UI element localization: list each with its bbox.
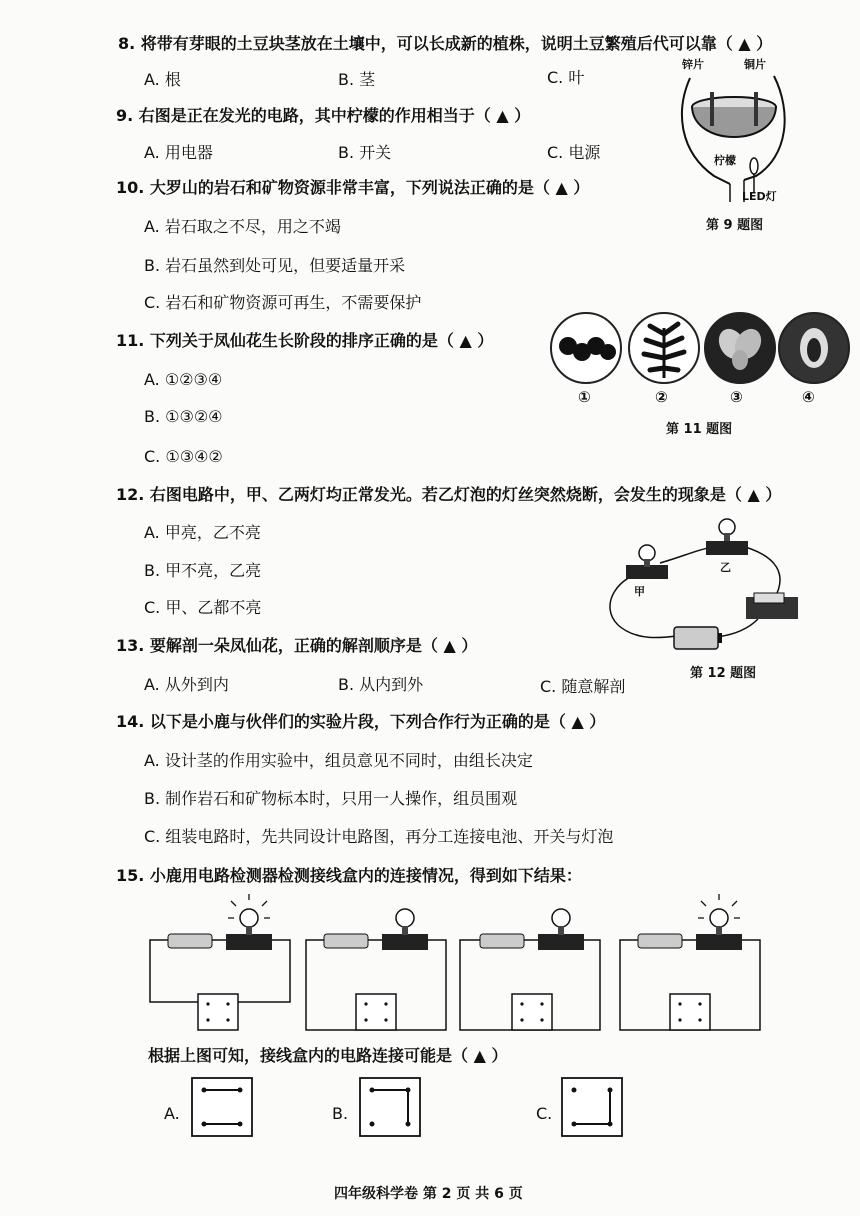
fig15-tester-diagrams [140,890,770,1040]
q15-option-a: A. [164,1104,180,1123]
fig11-num-4: ④ [802,388,815,406]
q15-option-a-box [190,1076,254,1138]
q15-option-c: C. [536,1104,553,1123]
q8-option-b: B. 茎 [338,70,376,89]
q9-option-b: B. 开关 [338,143,392,162]
q10-option-a: A. 岩石取之不尽，用之不竭 [144,217,341,236]
tester-2 [306,909,446,1030]
zinc-label: 锌片 [682,58,704,71]
q12-option-a: A. 甲亮，乙不亮 [144,523,261,542]
fig11-seeds [550,312,622,384]
page-footer: 四年级科学卷 第 2 页 共 6 页 [334,1186,523,1202]
bulb-jia-label: 甲 [634,585,645,598]
lemon-label: 柠檬 [714,154,736,167]
tester-4 [620,894,760,1030]
q10-stem: 10. 大罗山的岩石和矿物资源非常丰富，下列说法正确的是（ ▲ ） [116,178,590,197]
flower-illustration [706,314,774,382]
q14-option-a: A. 设计茎的作用实验中，组员意见不同时，由组长决定 [144,751,533,770]
seeds-illustration [552,314,620,382]
q15-option-c-box [560,1076,624,1138]
q10-option-c: C. 岩石和矿物资源可再生，不需要保护 [144,293,422,312]
fig11-flower [704,312,776,384]
q8-option-a: A. 根 [144,70,181,89]
q15-option-b: B. [332,1104,349,1123]
fig9-lemon-circuit [670,52,800,232]
junction-box-b-illustration [358,1076,422,1138]
q13-stem: 13. 要解剖一朵凤仙花，正确的解剖顺序是（ ▲ ） [116,636,478,655]
q15-sub-stem: 根据上图可知，接线盒内的电路连接可能是（ ▲ ） [148,1046,508,1065]
q9-option-c: C. 电源 [547,143,601,162]
q8-stem: 8. 将带有芽眼的土豆块茎放在土壤中，可以长成新的植株，说明土豆繁殖后代可以靠（ ▲ ） [118,34,773,53]
seed-pod-illustration [780,314,848,382]
q11-option-a: A. ①②③④ [144,370,223,389]
fig11-num-3: ③ [730,388,743,406]
q15-stem: 15. 小鹿用电路检测器检测接线盒内的连接情况，得到如下结果： [116,866,582,885]
fig11-caption: 第 11 题图 [666,422,733,437]
q12-option-c: C. 甲、乙都不亮 [144,598,262,617]
junction-box-c-illustration [560,1076,624,1138]
series-circuit-illustration [598,515,808,655]
led-label: LED灯 [742,190,777,203]
fig12-circuit [598,515,808,655]
q9-stem: 9. 右图是正在发光的电路，其中柠檬的作用相当于（ ▲ ） [116,106,531,125]
q10-option-b: B. 岩石虽然到处可见，但要适量开采 [144,256,406,275]
copper-label: 铜片 [744,58,766,71]
fig11-plant [628,312,700,384]
q14-stem: 14. 以下是小鹿与伙伴们的实验片段，下列合作行为正确的是（ ▲ ） [116,712,606,731]
fig12-caption: 第 12 题图 [690,666,757,681]
bulb-yi-label: 乙 [720,561,731,574]
fig11-num-2: ② [655,388,668,406]
tester-1 [150,894,290,1030]
q12-option-b: B. 甲不亮，乙亮 [144,561,262,580]
q9-option-a: A. 用电器 [144,143,213,162]
q11-option-b: B. ①③②④ [144,407,223,426]
fig11-seed-pod [778,312,850,384]
junction-box-a-illustration [190,1076,254,1138]
q8-option-c: C. 叶 [547,68,585,87]
q11-option-c: C. ①③④② [144,447,223,466]
q12-stem: 12. 右图电路中，甲、乙两灯均正常发光。若乙灯泡的灯丝突然烧断，会发生的现象是（ ▲ ） [116,485,782,504]
q13-option-b: B. 从内到外 [338,675,424,694]
fig11-num-1: ① [578,388,591,406]
q14-option-c: C. 组装电路时，先共同设计电路图，再分工连接电池、开关与灯泡 [144,827,614,846]
q15-option-b-box [358,1076,422,1138]
fig9-caption: 第 9 题图 [706,218,764,233]
plant-illustration [630,314,698,382]
q11-stem: 11. 下列关于凤仙花生长阶段的排序正确的是（ ▲ ） [116,331,494,350]
q14-option-b: B. 制作岩石和矿物标本时，只用一人操作，组员围观 [144,789,518,808]
q13-option-c: C. 随意解剖 [540,677,626,696]
tester-3 [460,909,600,1030]
lemon-battery-illustration [670,52,800,232]
circuit-tester-illustration [140,890,770,1040]
q13-option-a: A. 从外到内 [144,675,229,694]
